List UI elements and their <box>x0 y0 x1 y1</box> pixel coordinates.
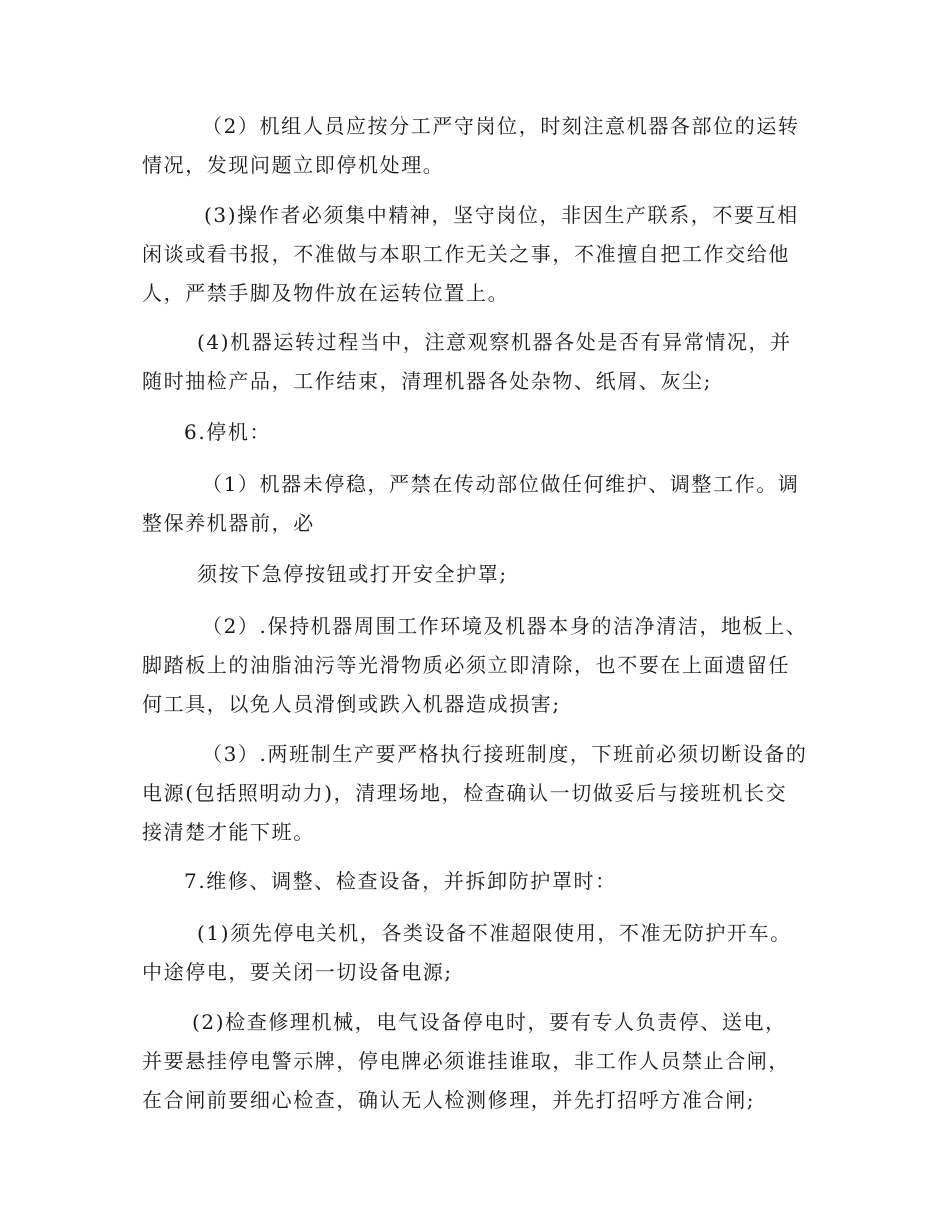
section-heading-text: 6.停机： <box>184 420 272 444</box>
paragraph-2 <box>142 196 812 313</box>
paragraph-line: （3）.两班制生产要严格执行接班制度，下班前必须切断设备的 <box>202 742 808 766</box>
paragraph-line: 在合闸前要细心检查，确认无人检测修理，并先打招呼方准合闸; <box>142 1088 756 1112</box>
paragraph-line: 并要悬挂停电警示牌，停电牌必须谁挂谁取，非工作人员禁止合闸， <box>142 1049 790 1073</box>
section-heading-6 <box>142 413 812 452</box>
paragraph-line: 人，严禁手脚及物件放在运转位置上。 <box>142 281 510 305</box>
paragraph-3 <box>142 323 812 401</box>
paragraph-10 <box>142 914 812 992</box>
paragraph-line: 脚踏板上的油脂油污等光滑物质必须立即清除，也不要在上面遗留任 <box>142 653 790 677</box>
paragraph-6 <box>142 555 812 594</box>
paragraph-line: (2)检查修理机械，电气设备停电时，要有专人负责停、送电， <box>192 1010 787 1034</box>
section-heading-text: 7.维修、调整、检查设备，并拆卸防护罩时： <box>184 869 617 893</box>
paragraph-line: （2）机组人员应按分工严守岗位，时刻注意机器各部位的运转 <box>202 114 800 138</box>
paragraph-11 <box>142 1003 812 1120</box>
paragraph-line: 情况，发现问题立即停机处理。 <box>142 153 445 177</box>
paragraph-5 <box>142 465 812 543</box>
paragraph-line: 何工具，以免人员滑倒或跌入机器造成损害; <box>142 692 561 716</box>
paragraph-line: (1)须先停电关机，各类设备不准超限使用，不准无防护开车。 <box>197 921 792 945</box>
paragraph-line: （2）.保持机器周围工作环境及机器本身的洁净清洁，地板上、 <box>202 614 808 638</box>
paragraph-line: 须按下急停按钮或打开安全护罩; <box>197 562 508 586</box>
paragraph-line: 接清楚才能下班。 <box>142 820 315 844</box>
paragraph-8 <box>142 735 812 852</box>
paragraph-line: （1）机器未停稳，严禁在传动部位做任何维护、调整工作。调 <box>202 472 800 496</box>
paragraph-1 <box>142 107 812 185</box>
paragraph-line: 中途停电，要关闭一切设备电源; <box>142 960 453 984</box>
paragraph-7 <box>142 607 812 724</box>
paragraph-line: 随时抽检产品，工作结束，清理机器各处杂物、纸屑、灰尘; <box>142 369 712 393</box>
section-heading-7 <box>142 862 812 901</box>
paragraph-line: 闲谈或看书报，不准做与本职工作无关之事，不准擅自把工作交给他 <box>142 242 790 266</box>
paragraph-line: 整保养机器前，必 <box>142 511 315 535</box>
paragraph-line: 电源(包括照明动力)，清理场地，检查确认一切做妥后与接班机长交 <box>142 781 788 805</box>
paragraph-line: (3)操作者必须集中精神，坚守岗位，非因生产联系，不要互相 <box>204 203 799 227</box>
paragraph-line: (4)机器运转过程当中，注意观察机器各处是否有异常情况，并 <box>197 330 792 354</box>
